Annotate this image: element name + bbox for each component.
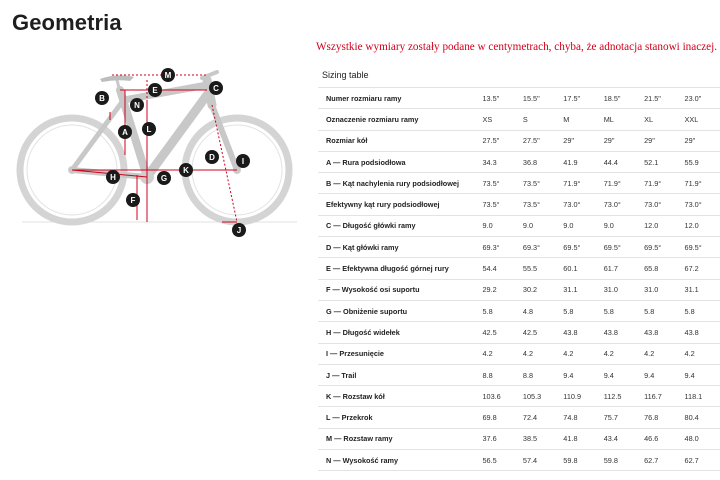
row-value: 103.6 [477, 386, 517, 407]
row-value: 9.0 [599, 215, 639, 236]
table-row [318, 258, 720, 279]
row-value: 80.4 [680, 407, 720, 428]
row-value: 21.5" [639, 88, 679, 109]
marker-a [118, 125, 132, 139]
row-label: B — Kąt nachylenia rury podsiodłowej [318, 173, 477, 194]
svg-text:F: F [130, 196, 136, 205]
row-value: 105.3 [518, 386, 558, 407]
row-value: 62.7 [680, 450, 720, 471]
svg-text:B: B [99, 94, 105, 103]
row-label: N — Wysokość ramy [318, 450, 477, 471]
row-value: 8.8 [518, 364, 558, 385]
table-row [318, 237, 720, 258]
row-value: 116.7 [639, 386, 679, 407]
row-value: 69.5° [680, 237, 720, 258]
row-value: 9.4 [599, 364, 639, 385]
row-value: 13.5" [477, 88, 517, 109]
row-label: J — Trail [318, 364, 477, 385]
geometry-table [318, 87, 720, 471]
svg-text:D: D [209, 153, 215, 162]
row-value: 71.9° [558, 173, 598, 194]
svg-text:L: L [146, 125, 152, 134]
row-value: 112.5 [599, 386, 639, 407]
row-value: 29" [639, 130, 679, 151]
row-label: G — Obniżenie suportu [318, 300, 477, 321]
row-value: 46.6 [639, 428, 679, 449]
row-value: 76.8 [639, 407, 679, 428]
svg-text:M: M [164, 71, 172, 80]
row-value: 31.1 [558, 279, 598, 300]
table-row [318, 88, 720, 109]
row-value: 23.0" [680, 88, 720, 109]
row-value: 71.9° [680, 173, 720, 194]
row-value: 73.0° [599, 194, 639, 215]
row-value: 8.8 [477, 364, 517, 385]
row-value: 65.8 [639, 258, 679, 279]
row-value: 69.5° [639, 237, 679, 258]
svg-text:I: I [241, 157, 245, 166]
row-value: 74.8 [558, 407, 598, 428]
table-row [318, 300, 720, 321]
row-value: ML [599, 109, 639, 130]
row-value: 110.9 [558, 386, 598, 407]
row-value: 54.4 [477, 258, 517, 279]
table-row [318, 322, 720, 343]
row-value: 9.4 [558, 364, 598, 385]
marker-j [232, 223, 246, 237]
row-label: Numer rozmiaru ramy [318, 88, 477, 109]
marker-e [148, 83, 162, 97]
row-value: 60.1 [558, 258, 598, 279]
marker-m [161, 68, 175, 82]
marker-h [106, 170, 120, 184]
row-value: 69.8 [477, 407, 517, 428]
row-value: 56.5 [477, 450, 517, 471]
row-value: 73.5° [518, 194, 558, 215]
marker-f [126, 193, 140, 207]
row-value: 55.5 [518, 258, 558, 279]
row-value: 59.8 [599, 450, 639, 471]
row-label: E — Efektywna długość górnej rury [318, 258, 477, 279]
row-value: 17.5" [558, 88, 598, 109]
row-value: 37.6 [477, 428, 517, 449]
row-value: 34.3 [477, 151, 517, 172]
row-value: 5.8 [558, 300, 598, 321]
row-value: 29" [680, 130, 720, 151]
row-value: 15.5" [518, 88, 558, 109]
row-value: 52.1 [639, 151, 679, 172]
row-value: 43.8 [639, 322, 679, 343]
row-value: 9.4 [680, 364, 720, 385]
table-row [318, 343, 720, 364]
marker-n [130, 98, 144, 112]
row-value: 67.2 [680, 258, 720, 279]
row-label: Efektywny kąt rury podsiodłowej [318, 194, 477, 215]
svg-text:N: N [134, 101, 140, 110]
row-label: Rozmiar kół [318, 130, 477, 151]
row-value: 43.4 [599, 428, 639, 449]
row-value: 5.8 [639, 300, 679, 321]
row-value: 29" [599, 130, 639, 151]
row-value: 73.5° [518, 173, 558, 194]
row-label: M — Rozstaw ramy [318, 428, 477, 449]
table-row [318, 407, 720, 428]
row-value: 41.8 [558, 428, 598, 449]
bike-geometry-diagram [12, 60, 302, 245]
row-value: 4.2 [518, 343, 558, 364]
row-value: 31.0 [639, 279, 679, 300]
row-value: 55.9 [680, 151, 720, 172]
row-label: A — Rura podsiodłowa [318, 151, 477, 172]
row-label: C — Długość główki ramy [318, 215, 477, 236]
row-label: I — Przesunięcie [318, 343, 477, 364]
svg-text:J: J [236, 226, 242, 235]
row-value: 71.9° [639, 173, 679, 194]
row-value: 31.0 [599, 279, 639, 300]
marker-k [179, 163, 193, 177]
table-row [318, 194, 720, 215]
row-value: 118.1 [680, 386, 720, 407]
svg-text:A: A [122, 128, 128, 137]
row-value: 72.4 [518, 407, 558, 428]
row-label: D — Kąt główki ramy [318, 237, 477, 258]
row-value: 27.5" [477, 130, 517, 151]
row-value: 73.0° [639, 194, 679, 215]
row-value: S [518, 109, 558, 130]
row-value: 5.8 [477, 300, 517, 321]
row-value: 4.2 [599, 343, 639, 364]
row-value: 4.2 [477, 343, 517, 364]
table-row [318, 109, 720, 130]
row-value: 73.5° [477, 173, 517, 194]
row-value: 29" [558, 130, 598, 151]
row-value: 42.5 [518, 322, 558, 343]
row-value: 31.1 [680, 279, 720, 300]
row-label: L — Przekrok [318, 407, 477, 428]
row-value: 5.8 [680, 300, 720, 321]
row-value: 9.0 [477, 215, 517, 236]
row-value: XXL [680, 109, 720, 130]
row-value: 30.2 [518, 279, 558, 300]
table-row [318, 151, 720, 172]
row-value: 18.5" [599, 88, 639, 109]
row-value: 43.8 [558, 322, 598, 343]
row-value: 73.0° [680, 194, 720, 215]
marker-d [205, 150, 219, 164]
row-value: 5.8 [599, 300, 639, 321]
table-row [318, 130, 720, 151]
row-label: F — Wysokość osi suportu [318, 279, 477, 300]
row-value: XS [477, 109, 517, 130]
row-label: K — Rozstaw kół [318, 386, 477, 407]
page-title: Geometria [12, 10, 122, 35]
row-value: XL [639, 109, 679, 130]
sizing-table-label: Sizing table [322, 70, 369, 80]
row-value: 71.9° [599, 173, 639, 194]
row-value: 69.5° [599, 237, 639, 258]
row-value: 69.5° [558, 237, 598, 258]
marker-g [157, 171, 171, 185]
row-value: 73.5° [477, 194, 517, 215]
table-row [318, 386, 720, 407]
row-value: 43.8 [599, 322, 639, 343]
row-value: 4.2 [639, 343, 679, 364]
row-value: 43.8 [680, 322, 720, 343]
marker-l [142, 122, 156, 136]
svg-text:G: G [160, 174, 168, 183]
row-value: 9.0 [518, 215, 558, 236]
table-row [318, 450, 720, 471]
table-row [318, 279, 720, 300]
measurement-notice: Wszystkie wymiary zostały podane w centymetrach, chyba, że adnotacja stanowi inaczej. [316, 41, 718, 53]
row-value: 29.2 [477, 279, 517, 300]
table-row [318, 428, 720, 449]
row-value: 4.8 [518, 300, 558, 321]
row-value: 69.3° [518, 237, 558, 258]
row-value: 73.0° [558, 194, 598, 215]
table-row [318, 173, 720, 194]
row-value: 27.5" [518, 130, 558, 151]
row-value: 69.3° [477, 237, 517, 258]
row-value: 38.5 [518, 428, 558, 449]
svg-text:H: H [110, 173, 116, 182]
table-row [318, 364, 720, 385]
row-value: 62.7 [639, 450, 679, 471]
marker-b [95, 91, 109, 105]
row-value: 61.7 [599, 258, 639, 279]
row-value: 41.9 [558, 151, 598, 172]
row-value: 44.4 [599, 151, 639, 172]
marker-c [209, 81, 223, 95]
row-value: 12.0 [639, 215, 679, 236]
row-value: 9.0 [558, 215, 598, 236]
row-value: 48.0 [680, 428, 720, 449]
row-label: H — Długość widełek [318, 322, 477, 343]
row-value: 42.5 [477, 322, 517, 343]
row-value: 4.2 [558, 343, 598, 364]
marker-i [236, 154, 250, 168]
svg-text:C: C [213, 84, 219, 93]
row-value: 9.4 [639, 364, 679, 385]
row-label: Oznaczenie rozmiaru ramy [318, 109, 477, 130]
row-value: 57.4 [518, 450, 558, 471]
row-value: 36.8 [518, 151, 558, 172]
row-value: 75.7 [599, 407, 639, 428]
row-value: 4.2 [680, 343, 720, 364]
row-value: 12.0 [680, 215, 720, 236]
svg-text:K: K [183, 166, 189, 175]
row-value: M [558, 109, 598, 130]
svg-text:E: E [152, 86, 158, 95]
table-row [318, 215, 720, 236]
row-value: 59.8 [558, 450, 598, 471]
